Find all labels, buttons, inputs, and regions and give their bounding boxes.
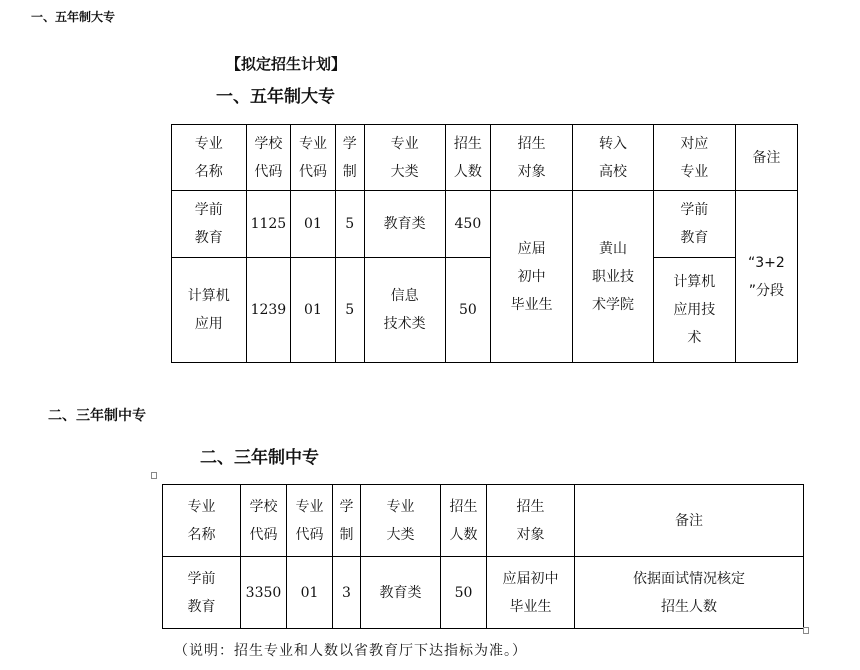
- header-matching: 对应 专业: [653, 125, 735, 191]
- header-remark: 备注: [575, 485, 804, 557]
- row1-category: 教育类: [361, 557, 441, 629]
- five-year-plan-table: [171, 124, 798, 363]
- row1-major-code: 01: [287, 557, 333, 629]
- row1-matching: 学前 教育: [653, 191, 735, 258]
- header-enroll: 招生 人数: [441, 485, 487, 557]
- table-row: [163, 557, 804, 629]
- header-major-code: 专业 代码: [287, 485, 333, 557]
- shared-transfer: 黄山 职业技 术学院: [573, 191, 654, 363]
- row1-enroll: 50: [441, 557, 487, 629]
- row1-major: 学前 教育: [163, 557, 241, 629]
- row1-duration: 5: [335, 191, 364, 258]
- table-anchor-marker: [151, 472, 157, 479]
- row1-major-code: 01: [291, 191, 336, 258]
- footnote: （说明：招生专业和人数以省教育厅下达指标为准。）: [174, 643, 527, 659]
- row1-category: 教育类: [364, 191, 445, 258]
- header-target: 招生 对象: [491, 125, 573, 191]
- row2-duration: 5: [335, 258, 364, 363]
- header-remark: 备注: [735, 125, 797, 191]
- header-major-code: 专业 代码: [291, 125, 336, 191]
- three-year-plan-table: [162, 484, 804, 629]
- section1-heading: 一、五年制大专: [216, 87, 335, 107]
- header-major: 专业 名称: [172, 125, 247, 191]
- row1-school-code: 1125: [246, 191, 291, 258]
- row2-school-code: 1239: [246, 258, 291, 363]
- header-duration: 学 制: [335, 125, 364, 191]
- header-school-code: 学校 代码: [241, 485, 287, 557]
- row2-category: 信息 技术类: [364, 258, 445, 363]
- row2-matching: 计算机 应用技 术: [653, 258, 735, 363]
- row1-remark: 依据面试情况核定 招生人数: [575, 557, 804, 629]
- header-school-code: 学校 代码: [246, 125, 291, 191]
- header-category: 专业 大类: [364, 125, 445, 191]
- table-row: [172, 258, 798, 363]
- row1-target: 应届初中 毕业生: [487, 557, 575, 629]
- header-target: 招生 对象: [487, 485, 575, 557]
- row1-enroll: 450: [445, 191, 491, 258]
- section2-outer-heading: 二、三年制中专: [48, 408, 146, 424]
- header-category: 专业 大类: [361, 485, 441, 557]
- table-header-row: [163, 485, 804, 557]
- section2-heading: 二、三年制中专: [200, 448, 319, 468]
- table-header-row: [172, 125, 798, 191]
- header-duration: 学 制: [333, 485, 361, 557]
- row1-major: 学前 教育: [172, 191, 247, 258]
- row2-major-code: 01: [291, 258, 336, 363]
- shared-remark: “3+2 ”分段: [735, 191, 797, 363]
- table-resize-handle[interactable]: [803, 627, 809, 634]
- row2-major: 计算机 应用: [172, 258, 247, 363]
- header-enroll: 招生 人数: [445, 125, 491, 191]
- header-transfer: 转入 高校: [573, 125, 654, 191]
- row2-enroll: 50: [445, 258, 491, 363]
- plan-title: 【拟定招生计划】: [226, 55, 347, 73]
- top-heading: 一、五年制大专: [31, 10, 116, 24]
- row1-school-code: 3350: [241, 557, 287, 629]
- row1-duration: 3: [333, 557, 361, 629]
- header-major: 专业 名称: [163, 485, 241, 557]
- table-row: [172, 191, 798, 258]
- shared-target: 应届 初中 毕业生: [491, 191, 573, 363]
